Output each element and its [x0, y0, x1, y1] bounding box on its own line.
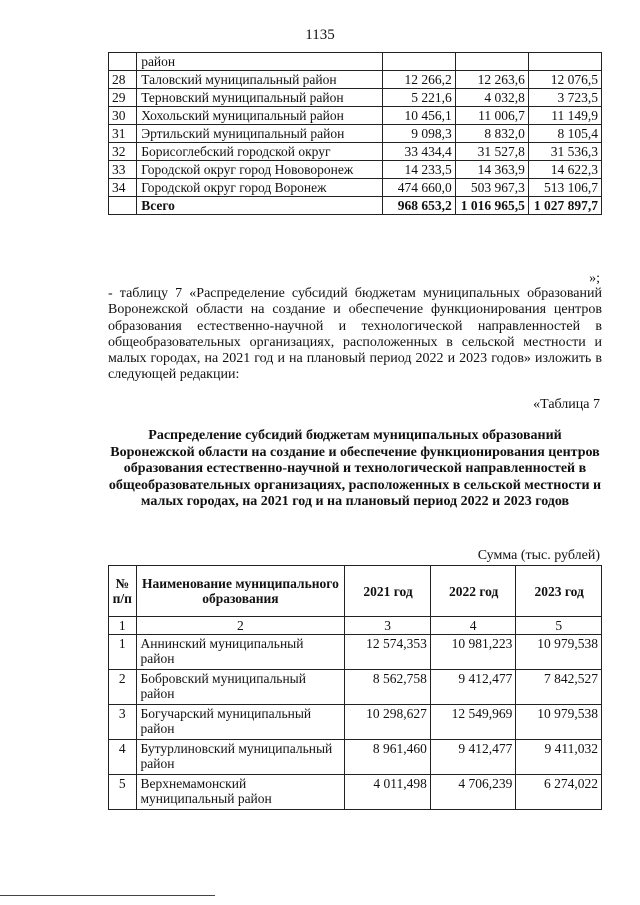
row-number: 5 [109, 775, 137, 810]
table-row [109, 670, 602, 705]
row-number [109, 197, 137, 215]
total-row [109, 197, 602, 215]
table-row [109, 53, 602, 71]
row-number: 34 [109, 179, 137, 197]
value-2021: 8 562,758 [345, 670, 431, 705]
table-row [109, 705, 602, 740]
value-2021: 10 456,1 [382, 107, 455, 125]
row-number: 29 [109, 89, 137, 107]
row-number [109, 53, 137, 71]
table-row [109, 635, 602, 670]
value-2022: 11 006,7 [455, 107, 528, 125]
row-number: 3 [109, 705, 137, 740]
header-2021: 2021 год [345, 566, 431, 617]
column-index: 3 [345, 617, 431, 635]
row-number: 33 [109, 161, 137, 179]
value-2023: 9 411,032 [516, 740, 602, 775]
value-2021: 8 961,460 [345, 740, 431, 775]
municipality-name: Городской округ город Нововоронеж [137, 161, 382, 179]
value-2023: 14 622,3 [528, 161, 601, 179]
value-2023: 11 149,9 [528, 107, 601, 125]
table-row [109, 161, 602, 179]
municipality-name: Городской округ город Воронеж [137, 179, 382, 197]
footnote-divider [0, 895, 215, 896]
value-2022: 10 981,223 [430, 635, 516, 670]
table-row [109, 143, 602, 161]
column-index: 1 [109, 617, 137, 635]
value-2021: 12 574,353 [345, 635, 431, 670]
closing-quote-mark: »; [589, 271, 600, 286]
row-number: 4 [109, 740, 137, 775]
header-num: № п/п [109, 566, 137, 617]
value-2022: 503 967,3 [455, 179, 528, 197]
header-name: Наименование муниципального образования [136, 566, 345, 617]
column-index: 4 [430, 617, 516, 635]
amendment-paragraph: - таблицу 7 «Распределение субсидий бюджетам муниципальных образований Воронежской области на создание и обеспечение функционирования центров образования естественно-научной и технологической направленностей в общеобразовательных организациях, расположенных в сельской местности и малых городах, на 2021 год и на плановый период 2022 и 2023 годов» изложить в следующей редакции: [108, 286, 602, 383]
value-2021: 10 298,627 [345, 705, 431, 740]
value-2022: 14 363,9 [455, 161, 528, 179]
total-label: Всего [137, 197, 382, 215]
row-number: 28 [109, 71, 137, 89]
value-2023: 12 076,5 [528, 71, 601, 89]
municipality-name: Эртильский муниципальный район [137, 125, 382, 143]
value-2023: 7 842,527 [516, 670, 602, 705]
row-number: 2 [109, 670, 137, 705]
municipality-name: Верхнемамонский муниципальный район [136, 775, 345, 810]
value-2022: 4 706,239 [430, 775, 516, 810]
header-2022: 2022 год [430, 566, 516, 617]
municipality-name: Хохольский муниципальный район [137, 107, 382, 125]
units-caption: Сумма (тыс. рублей) [477, 548, 600, 563]
table-header-row [109, 566, 602, 617]
header-2023: 2023 год [516, 566, 602, 617]
value-2022: 31 527,8 [455, 143, 528, 161]
row-number: 30 [109, 107, 137, 125]
column-index-row [109, 617, 602, 635]
row-number: 1 [109, 635, 137, 670]
value-2021: 33 434,4 [382, 143, 455, 161]
subsidy-table-continued [108, 52, 602, 215]
value-2023: 6 274,022 [516, 775, 602, 810]
table-label: «Таблица 7 [533, 397, 600, 412]
municipality-name: Терновский муниципальный район [137, 89, 382, 107]
table-row [109, 71, 602, 89]
municipality-name: Таловский муниципальный район [137, 71, 382, 89]
municipality-name: Бутурлиновский муниципальный район [136, 740, 345, 775]
table-title: Распределение субсидий бюджетам муниципальных образований Воронежской области на создание и обеспечение функционирования центров образования естественно-научной и технологической направленностей в общеобразовательных организациях, расположенных в сельской местности и малых городах, на 2021 год и на плановый период 2022 и 2023 годов [108, 428, 602, 509]
row-number: 31 [109, 125, 137, 143]
value-2022: 12 263,6 [455, 71, 528, 89]
value-2021: 12 266,2 [382, 71, 455, 89]
value-2022: 12 549,969 [430, 705, 516, 740]
table-row [109, 89, 602, 107]
value-2021 [382, 53, 455, 71]
value-2023: 513 106,7 [528, 179, 601, 197]
value-2023: 8 105,4 [528, 125, 601, 143]
value-2022: 8 832,0 [455, 125, 528, 143]
municipality-name: Борисоглебский городской округ [137, 143, 382, 161]
municipality-name: Аннинский муниципальный район [136, 635, 345, 670]
total-2022: 1 016 965,5 [455, 197, 528, 215]
page-number: 1135 [305, 27, 335, 43]
table-row [109, 125, 602, 143]
value-2022: 9 412,477 [430, 670, 516, 705]
value-2021: 14 233,5 [382, 161, 455, 179]
value-2022: 4 032,8 [455, 89, 528, 107]
value-2023: 3 723,5 [528, 89, 601, 107]
value-2022 [455, 53, 528, 71]
total-2021: 968 653,2 [382, 197, 455, 215]
table-row [109, 179, 602, 197]
row-number: 32 [109, 143, 137, 161]
table-row [109, 107, 602, 125]
value-2023: 10 979,538 [516, 635, 602, 670]
value-2023: 10 979,538 [516, 705, 602, 740]
value-2021: 9 098,3 [382, 125, 455, 143]
column-index: 5 [516, 617, 602, 635]
value-2021: 4 011,498 [345, 775, 431, 810]
municipality-name: Богучарский муниципальный район [136, 705, 345, 740]
municipality-name: район [137, 53, 382, 71]
value-2021: 474 660,0 [382, 179, 455, 197]
column-index: 2 [136, 617, 345, 635]
value-2022: 9 412,477 [430, 740, 516, 775]
value-2021: 5 221,6 [382, 89, 455, 107]
value-2023 [528, 53, 601, 71]
value-2023: 31 536,3 [528, 143, 601, 161]
subsidy-table-7 [108, 565, 602, 810]
table-row [109, 775, 602, 810]
municipality-name: Бобровский муниципальный район [136, 670, 345, 705]
table-row [109, 740, 602, 775]
total-2023: 1 027 897,7 [528, 197, 601, 215]
